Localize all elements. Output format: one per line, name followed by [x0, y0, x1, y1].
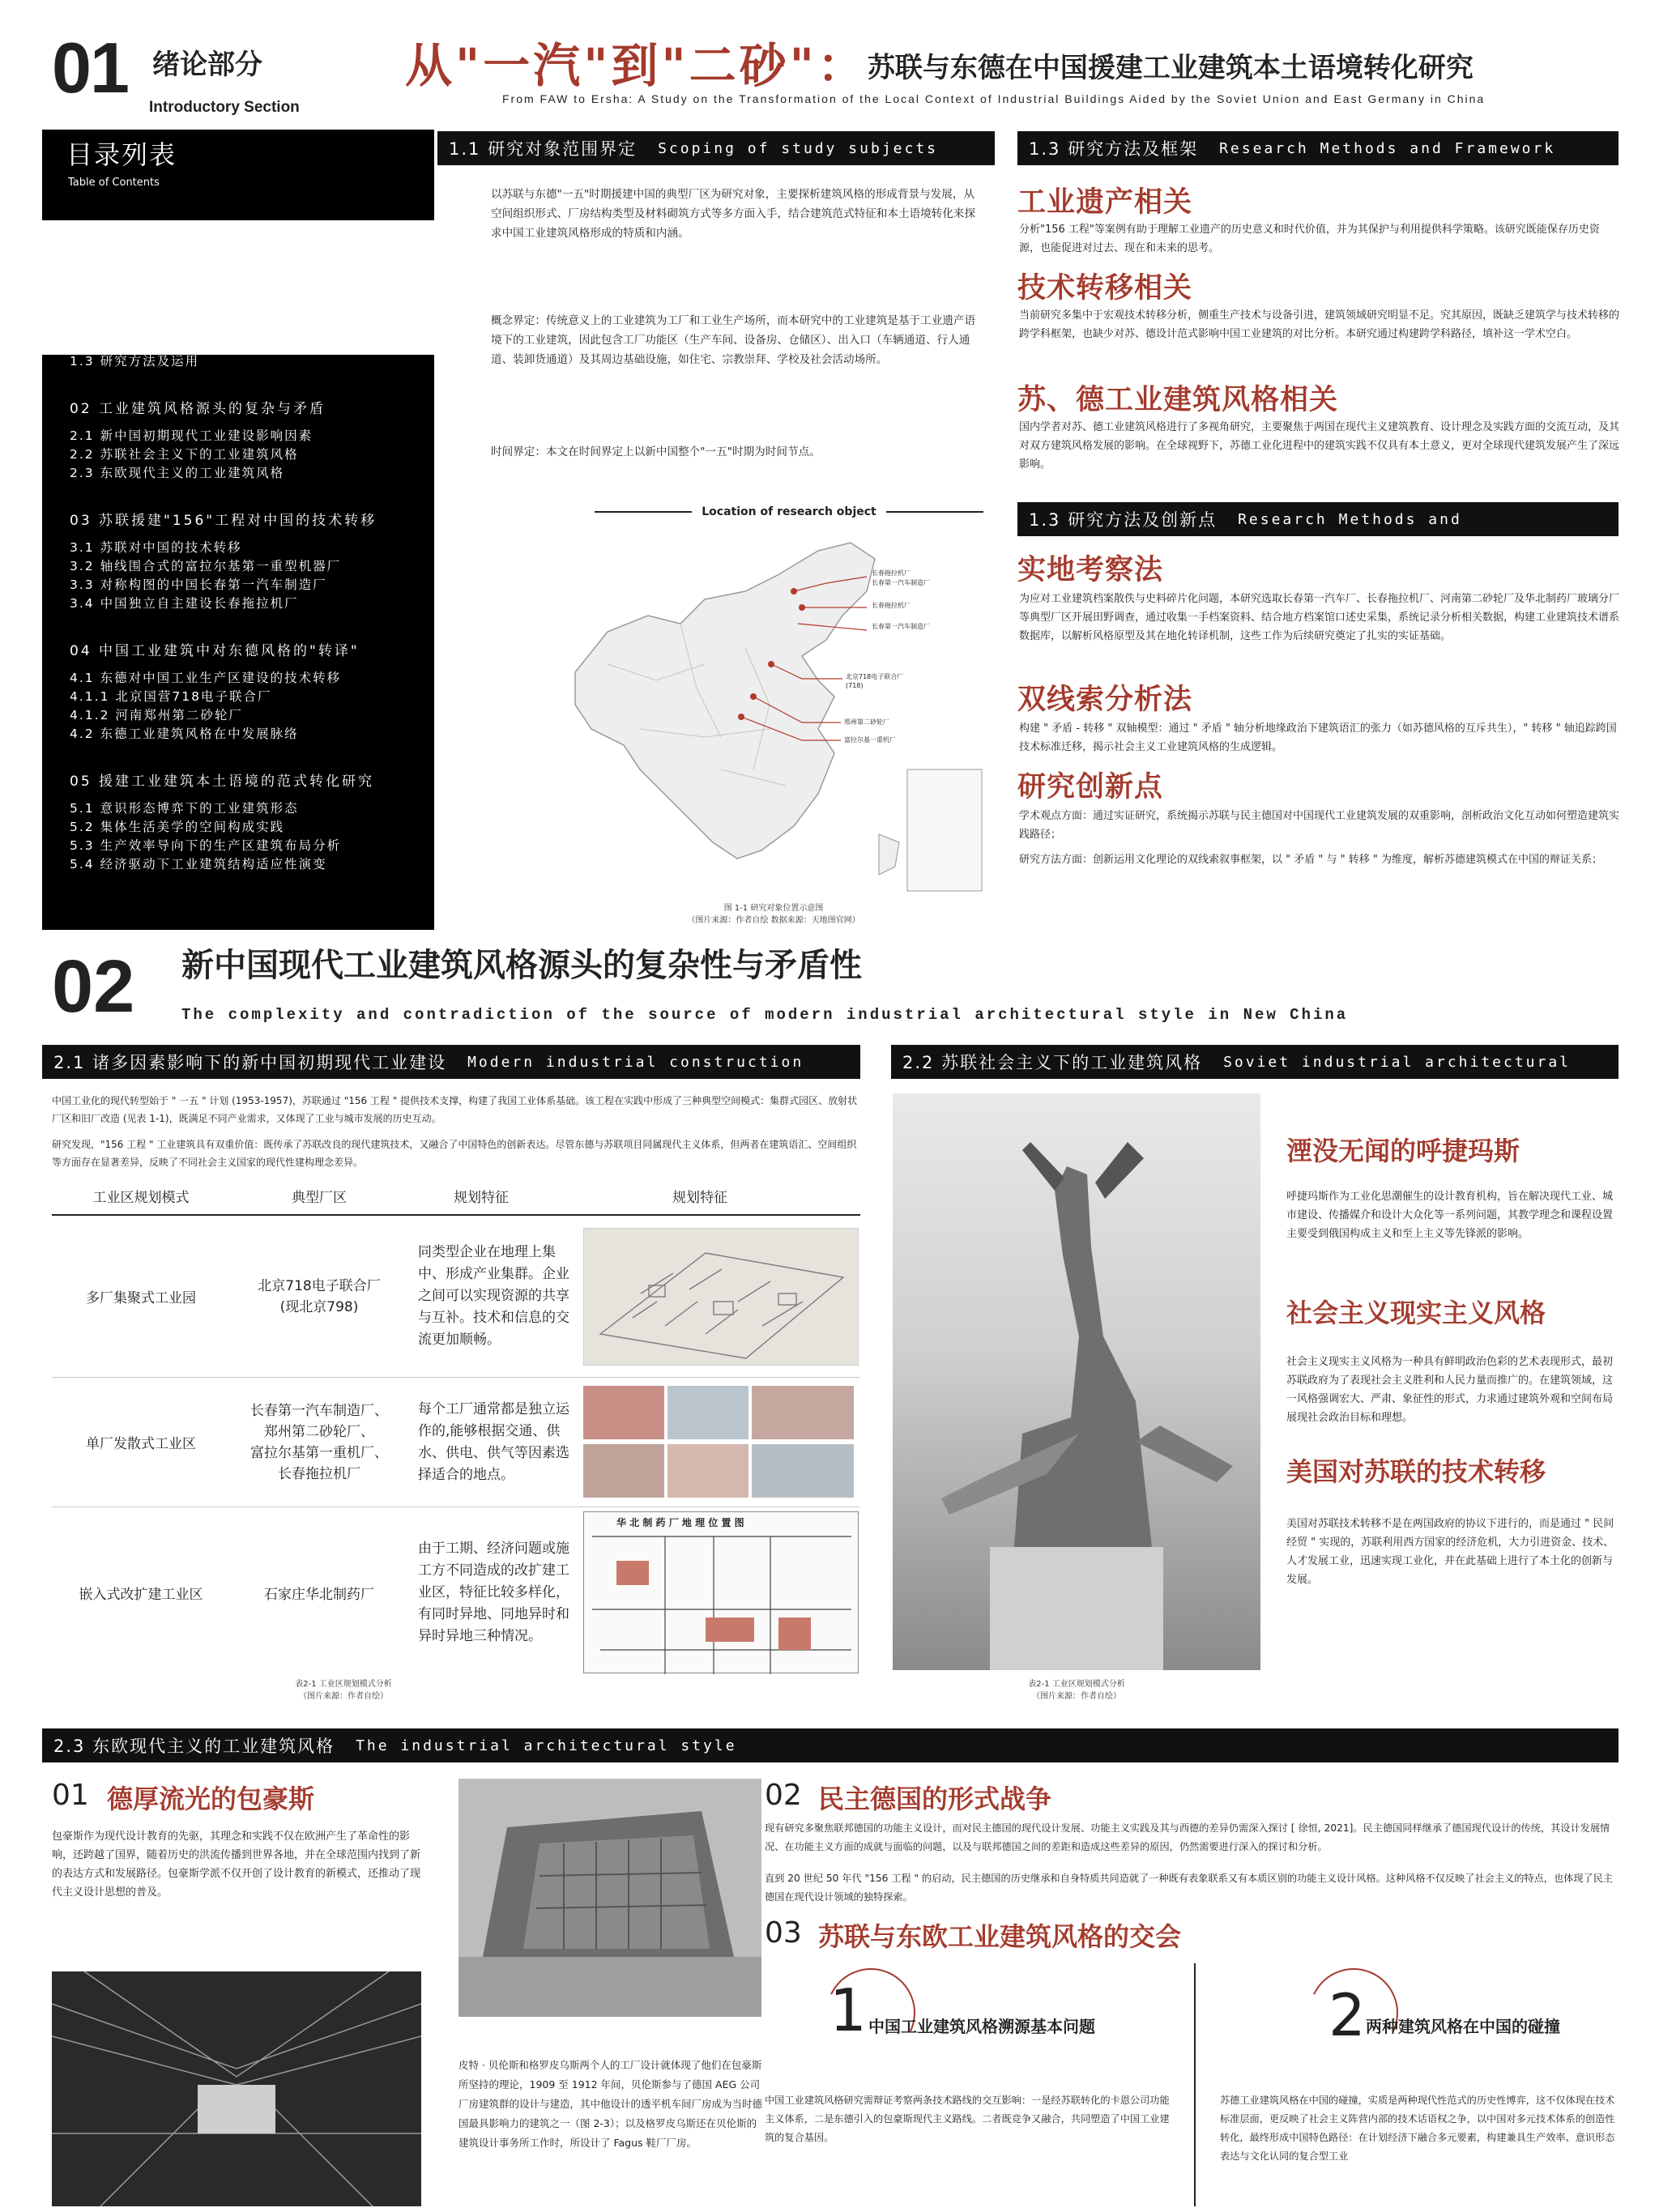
table-cell: 同类型企业在地理上集中、形成产业集群。企业之间可以实现资源的共享与互补。技术和信息的交流更加顺畅。: [418, 1244, 569, 1348]
bar-title-en: Modern industrial construction: [467, 1053, 804, 1071]
subheading: 双线索分析法: [1017, 684, 1193, 716]
page-title-black: 苏联与东德在中国援建工业建筑本土语境转化研究: [867, 52, 1473, 84]
caption-source: （图片来源：作者自绘）: [1032, 1692, 1121, 1701]
column-divider: [1194, 1963, 1196, 2206]
toc-item[interactable]: 3.3 对称构图的中国长春第一汽车制造厂: [70, 578, 327, 592]
map-label: 长春第一汽车制造厂: [872, 623, 930, 630]
table-cell: 长春第一汽车制造厂、 郑州第二砂轮厂、 富拉尔基第一重机厂、 长春拖拉机厂: [250, 1402, 388, 1482]
caption-source: （图片来源：作者自绘）: [299, 1692, 388, 1701]
table-row: [52, 1378, 860, 1507]
toc-item[interactable]: 5.4 经济驱动下工业建筑结构适应性演变: [70, 857, 327, 872]
section-title: 新中国现代工业建筑风格源头的复杂性与矛盾性: [181, 947, 862, 984]
paragraph: 直到 20 世纪 50 年代 "156 工程 " 的启动，民主德国的历史继承和自身特质共同造就了一种既有表象联系又有本质区别的功能主义设计风格。这种风格不仅反映了社会主义的特点，也体现了民主德国在现代设计领域的独特探索。: [765, 1873, 1614, 1903]
toc-heading[interactable]: 02 工业建筑风格源头的复杂与矛盾: [70, 401, 326, 417]
paragraph: 概念界定：传统意义上的工业建筑为工厂和工业生产场所，而本研究中的工业建筑是基于工业遗产语境下的工业建筑，因此包含工厂功能区（生产车间、设备房、仓储区）、出入口（车辆通道、行人通道、装卸货通道）及其周边基础设施，如住宅、宗教崇拜、学校及社会活动场所。: [491, 314, 976, 366]
paragraph: 学术观点方面：通过实证研究，系统揭示苏联与民主德国对中国现代工业建筑发展的双重影响，剖析政治文化互动如何塑造建筑实践路径；: [1019, 810, 1620, 841]
sub-num: 02: [765, 1779, 802, 1812]
paragraph: 分析"156 工程"等案例有助于理解工业遗产的历史意义和时代价值，并为其保护与利用提供科学策略。该研究既能保存历史资源，也能促进对过去、现在和未来的思考。: [1019, 224, 1600, 254]
toc-item[interactable]: 5.3 生产效率导向下的生产区建筑布局分析: [70, 838, 342, 853]
toc-group: [70, 512, 426, 613]
table-cell: 多厂集聚式工业园: [86, 1290, 196, 1306]
point-number: 1: [830, 1976, 867, 2044]
paragraph: 以苏联与东德"一五"时期援建中国的典型厂区为研究对象，主要探析建筑风格的形成背景与发展，从空间组织形式、厂房结构类型及材料砌筑方式等多方面入手，结合建筑范式特征和本土语境转化来探求中国工业建筑风格形成的特质和内涵。: [491, 188, 976, 240]
bar-title: 1.1 研究对象范围界定: [449, 139, 638, 159]
china-map: [559, 526, 988, 899]
map-label: (718): [846, 682, 864, 689]
section-number: 02: [52, 945, 135, 1028]
paragraph: 包豪斯作为现代设计教育的先驱，其理念和实践不仅在欧洲产生了革命性的影响，还跨越了国界，随着历史的洪流传播到世界各地，并在全球范围内找到了新的表达方式和发展路径。包豪斯学派不仅开创了设计教育的新模式，还推动了现代主义设计思想的普及。: [52, 1831, 421, 1899]
toc-title: 目录列表: [66, 139, 177, 170]
bar-title: 1.3 研究方法及框架: [1029, 139, 1199, 159]
map-label: 富拉尔基一重机厂: [844, 736, 896, 744]
table-caption: [52, 1678, 635, 1703]
turbine-hall-photo: [52, 1971, 421, 2206]
bar-title: 2.1 诸多因素影响下的新中国初期现代工业建设: [53, 1053, 447, 1072]
section-title-en: The complexity and contradiction of the source of modern industrial architectural style in New China: [181, 1006, 1349, 1024]
toc-item[interactable]: 2.3 东欧现代主义的工业建筑风格: [70, 466, 285, 480]
toc-panel: [42, 130, 434, 930]
bar-2-3: [42, 1728, 1618, 1762]
toc-item[interactable]: 2.2 苏联社会主义下的工业建筑风格: [70, 447, 299, 462]
toc-item[interactable]: 1.1 研究对象范围界定: [70, 317, 214, 331]
section-title-en: Introductory Section: [149, 99, 300, 116]
plan-label: 华 北 制 药 厂 地 理 位 置 图: [616, 1517, 744, 1528]
bar-title: 2.3 东欧现代主义的工业建筑风格: [53, 1737, 335, 1756]
toc-item[interactable]: 4.1.2 河南郑州第二砂轮厂: [70, 708, 243, 722]
bauhaus-photo: [458, 1779, 761, 2017]
toc-heading[interactable]: 01 绪论部分: [70, 289, 164, 305]
planning-table: [52, 1186, 860, 1677]
map-label: 郑州第二砂轮厂: [844, 718, 889, 726]
bar-title-en: Research Methods and Framework: [1219, 139, 1556, 157]
paragraph: 中国工业建筑风格研究需辩证考察两条技术路线的交互影响：一是经苏联转化的卡恩公司功能主义体系，二是东德引入的包豪斯现代主义路线。二者既竞争又融合，共同塑造了中国工业建筑的复合基因。: [765, 2095, 1170, 2143]
toc-heading[interactable]: 03 苏联援建"156"工程对中国的技术转移: [70, 513, 377, 529]
map-label: 北京718电子联合厂: [846, 673, 904, 680]
bar-title-en: Scoping of study subjects: [658, 139, 939, 157]
site-plan-image: [583, 1228, 859, 1366]
toc-item[interactable]: 5.1 意识形态博弈下的工业建筑形态: [70, 801, 299, 816]
caption: 图 1-1 研究对象位置示意图: [723, 904, 824, 913]
map-title-rule: [595, 505, 983, 518]
map-label: 长春拖拉机厂: [872, 602, 911, 609]
toc-item[interactable]: 1.3 研究方法及运用: [70, 354, 200, 369]
table-header-cell: 规划特征: [454, 1190, 509, 1206]
paragraph: 中国工业化的现代转型始于 " 一五 " 计划 (1953-1957)，苏联通过 "156 工程 " 提供技术支撑，构建了我国工业体系基础。该工程在实践中形成了三种典型空间模式：集群式园区、放射状厂区和旧厂改造 (见表 1-1)，既满足不同产业需求，又体现了工业与城市发展的历史互动。: [52, 1095, 858, 1124]
toc-list: [70, 288, 426, 874]
site-plan-image: [583, 1386, 859, 1499]
table-cell: 由于工期、经济问题或施工方不同造成的改扩建工业区，特征比较多样化，有同时异地、同地异时和异时异地三种情况。: [418, 1540, 569, 1644]
subheading: 技术转移相关: [1017, 272, 1193, 305]
bar-2-2: [891, 1045, 1618, 1079]
paragraph: 当前研究多集中于宏观技术转移分析，侧重生产技术与设备引进，建筑领域研究明显不足。究其原因，既缺乏建筑学与技术转移的跨学科框架，也缺少对苏、德设计范式影响中国工业建筑的对比分析。本研究通过构建跨学科路径，填补这一学术空白。: [1019, 309, 1620, 340]
toc-title-en: Table of Contents: [68, 177, 160, 189]
sub-num: 03: [765, 1916, 802, 1950]
point-text: 中国工业建筑风格溯源基本问题: [868, 2017, 1095, 2036]
paragraph: 社会主义现实主义风格为一种具有鲜明政治色彩的艺术表现形式，最初苏联政府为了表现社会主义胜利和人民力量而推广的。在建筑领域，这一风格强调宏大、严肃、象征性的形式，力求通过建筑外观和空间布局展现社会政治目标和理想。: [1286, 1356, 1614, 1424]
bar-1-1: [437, 131, 995, 165]
section-title: 绪论部分: [152, 49, 262, 81]
bar-1-3b: [1017, 502, 1618, 536]
toc-item[interactable]: 1.2 研究现状与文献综述: [70, 335, 228, 350]
map-title: Location of research object: [702, 505, 876, 518]
photo-caption: [893, 1678, 1260, 1703]
paragraph: 美国对苏联技术转移不是在两国政府的协议下进行的，而是通过 " 民间经贸 " 实现的，苏联利用西方国家的经济危机，大力引进资金、技术、人才发展工业，迅速实现工业化，并在此基础上进行了本土化的创新与发展。: [1286, 1518, 1614, 1586]
bar-title-en: The industrial architectural style: [356, 1737, 737, 1754]
caption: 表2-1 工业区规划模式分析: [1028, 1680, 1125, 1689]
caption: 表2-1 工业区规划模式分析: [295, 1680, 392, 1689]
table-row: [52, 1216, 860, 1378]
paragraph: 研究发现，"156 工程 " 工业建筑具有双重价值：既传承了苏联改良的现代建筑技术，又融合了中国特色的创新表达。尽管东德与苏联项目同属现代主义体系，但两者在建筑语汇、空间组织等方面存在显著差异，反映了不同社会主义国家的现代性建构理念差异。: [52, 1139, 857, 1168]
subheading: 湮没无闻的呼捷玛斯: [1286, 1136, 1520, 1166]
toc-item[interactable]: 3.2 轴线围合式的富拉尔基第一重型机器厂: [70, 559, 342, 573]
subheading: 民主德国的形式战争: [818, 1784, 1052, 1814]
bar-title-en: Research Methods and: [1238, 510, 1462, 528]
site-plan-image: [583, 1511, 859, 1673]
toc-item[interactable]: 4.2 东德工业建筑风格在中发展脉络: [70, 727, 299, 741]
bar-title: 1.3 研究方法及创新点: [1029, 510, 1218, 530]
statue-photo: [893, 1093, 1260, 1670]
toc-item[interactable]: 5.2 集体生活美学的空间构成实践: [70, 820, 285, 834]
paragraph: 时间界定：本文在时间界定上以新中国整个"一五"时期为时间节点。: [491, 445, 821, 458]
toc-item[interactable]: 4.1.1 北京国营718电子联合厂: [70, 689, 272, 704]
table-cell: 石家庄华北制药厂: [264, 1586, 374, 1603]
toc-heading[interactable]: 04 中国工业建筑中对东德风格的"转译": [70, 643, 360, 659]
bar-title: 2.2 苏联社会主义下的工业建筑风格: [902, 1053, 1203, 1072]
paragraph: 研究方法方面：创新运用文化理论的双线索叙事框架，以 " 矛盾 " 与 " 转移 " 为维度，解析苏德建筑模式在中国的辩证关系；: [1019, 854, 1602, 866]
toc-group: [70, 642, 426, 744]
paragraph: 苏德工业建筑风格在中国的碰撞，实质是两种现代性范式的历史性博弈，这不仅体现在技术标准层面，更反映了社会主义阵营内部的技术话语权之争，以中国对多元技术体系的创造性转化，最终形成中国特色路径：在计划经济下融合多元要素，构建兼具生产效率、意识形态表达与文化认同的复合型工业: [1220, 2095, 1615, 2162]
paragraph: 国内学者对苏、德工业建筑风格进行了多视角研究，主要聚焦于两国在现代主义建筑教育、设计理念及实践方面的交流互动，及其对双方建筑风格发展的影响。在全球视野下，苏德工业化进程中的建筑实践不仅具有本土意义，更对全球现代建筑发展产生了深远影响。: [1019, 421, 1620, 471]
page-title: [405, 28, 1473, 96]
page-title-en: From FAW to Ersha: A Study on the Transformation of the Local Context of Industrial Buildings Aided by the Soviet Union and East Germany in China: [502, 92, 1486, 105]
subheading: 研究创新点: [1017, 771, 1164, 803]
bar-1-3: [1017, 131, 1618, 165]
caption-source: （图片来源：作者自绘 数据来源：天地图官网）: [687, 916, 860, 925]
paragraph: 皮特 · 贝伦斯和格罗皮乌斯两个人的工厂设计就体现了他们在包豪斯所坚持的理论，1909 至 1912 年间，贝伦斯参与了德国 AEG 公司厂房建筑群的设计与建造，其中他设计的透平机车间厂房成为当时德国最具影响力的建筑之一（图 2-3）；以及格罗皮乌斯还在贝伦斯的建筑设计事务所工作时，所设计了 Fagus 鞋厂厂房。: [458, 2059, 763, 2149]
toc-item[interactable]: 3.4 中国独立自主建设长春拖拉机厂: [70, 596, 299, 611]
paragraph: 构建 " 矛盾 - 转移 " 双轴模型：通过 " 矛盾 " 轴分析地缘政治下建筑语汇的张力（如苏德风格的互斥共生），" 转移 " 轴追踪跨国技术标准迁移，揭示社会主义工业建筑风格的生成逻辑。: [1019, 722, 1617, 753]
toc-item[interactable]: 3.1 苏联对中国的技术转移: [70, 540, 242, 555]
subheading: 实地考察法: [1017, 554, 1164, 586]
section-number: 01: [52, 28, 128, 108]
subheading: 工业遗产相关: [1017, 186, 1193, 219]
paragraph: 为应对工业建筑档案散佚与史料碎片化问题，本研究选取长春第一汽车厂、长春拖拉机厂、河南第二砂轮厂及华北制药厂玻璃分厂等典型厂区开展田野调查，通过收集一手档案资料、结合地方档案馆口述史采集，系统记录分析相关数据，构建工业建筑技术谱系数据库，以解析风格原型及其在地化转译机制，这些工作为后续研究奠定了扎实的实证基础。: [1019, 593, 1620, 642]
table-cell: 每个工厂通常都是独立运作的,能够根据交通、供水、供电、供气等因素选择适合的地点。: [418, 1400, 569, 1483]
toc-item[interactable]: 4.1 东德对中国工业生产区建设的技术转移: [70, 671, 342, 685]
table-header-cell: 典型厂区: [292, 1190, 347, 1206]
subheading: 苏、德工业建筑风格相关: [1017, 384, 1339, 416]
bar-2-1: [42, 1045, 860, 1079]
subheading: 美国对苏联的技术转移: [1286, 1456, 1546, 1487]
toc-group: [70, 288, 426, 371]
sub-num: 01: [52, 1779, 89, 1812]
table-header: [52, 1186, 860, 1216]
paragraph: 现有研究多聚焦联邦德国的功能主义设计，而对民主德国的现代设计发展、功能主义实践及其与西德的差异仍需深入探讨 [ 徐恒, 2021]。民主德国同样继承了德国现代设计的传统，其设计发展情况、在功能主义方面的成就与面临的问题，以及与联邦德国之间的差距和造成这些差异的原因，仍然需要进行深入的探讨和分析。: [765, 1822, 1610, 1852]
toc-item[interactable]: 2.1 新中国初期现代工业建设影响因素: [70, 428, 313, 443]
toc-group: [70, 773, 426, 874]
subheading: 德厚流光的包豪斯: [107, 1784, 315, 1814]
bar-title-en: Soviet industrial architectural: [1223, 1053, 1572, 1071]
page-title-red: 从"一汽"到"二砂"：: [405, 38, 868, 93]
table-header-cell: 规划特征: [672, 1190, 727, 1206]
subheading: 苏联与东欧工业建筑风格的交会: [818, 1921, 1182, 1952]
table-row: [52, 1507, 860, 1677]
point-number: 2: [1328, 1981, 1366, 2049]
table-cell: 单厂发散式工业区: [86, 1436, 196, 1452]
table-cell: 嵌入式改扩建工业区: [79, 1586, 203, 1603]
table-cell: 北京718电子联合厂 (现北京798): [258, 1277, 381, 1315]
toc-heading[interactable]: 05 援建工业建筑本土语境的范式转化研究: [70, 774, 375, 790]
map-label: 长春第一汽车制造厂: [872, 579, 930, 586]
map-label: 长春拖拉机厂: [872, 569, 911, 577]
subheading: 社会主义现实主义风格: [1286, 1298, 1546, 1328]
map-caption: [559, 902, 988, 927]
point-text: 两种建筑风格在中国的碰撞: [1366, 2017, 1560, 2036]
table-header-cell: 工业区规划模式: [92, 1190, 190, 1206]
paragraph: 呼捷玛斯作为工业化思潮催生的设计教育机构，旨在解决现代工业、城市建设、传播媒介和设计大众化等一系列问题，其教学理念和课程设置主要受到俄国构成主义和至上主义等先锋派的影响。: [1286, 1191, 1614, 1240]
toc-group: [70, 400, 426, 483]
